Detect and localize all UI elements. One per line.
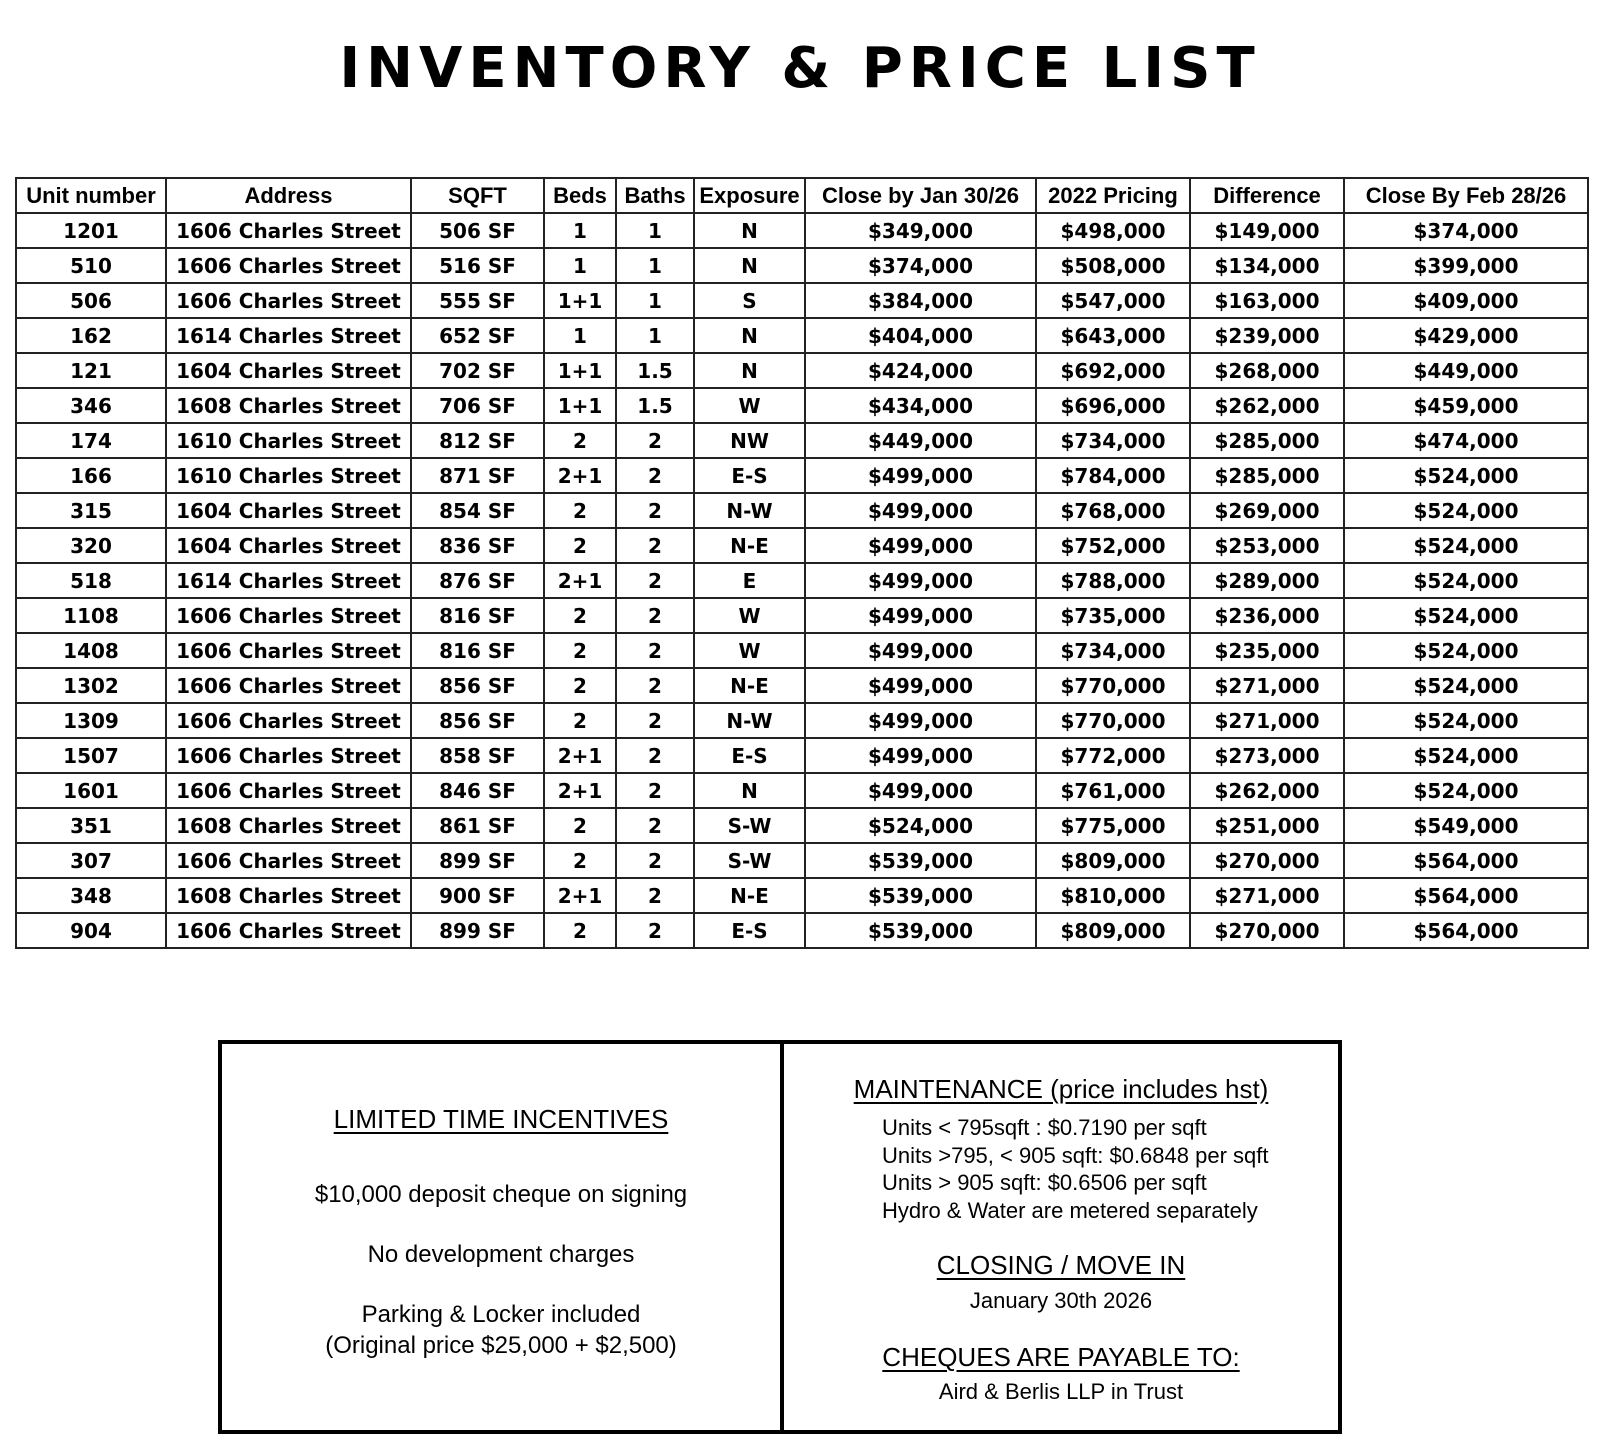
difference-cell: $149,000 (1190, 213, 1344, 248)
pricing-2022-cell: $643,000 (1036, 318, 1190, 353)
close-feb-cell: $549,000 (1344, 808, 1588, 843)
close-feb-cell: $429,000 (1344, 318, 1588, 353)
exposure-cell: E (694, 563, 805, 598)
close-jan-cell: $499,000 (805, 458, 1036, 493)
close-feb-cell: $524,000 (1344, 668, 1588, 703)
beds-cell: 1+1 (544, 353, 616, 388)
difference-cell: $273,000 (1190, 738, 1344, 773)
column-header-beds: Beds (544, 178, 616, 213)
beds-cell: 1 (544, 248, 616, 283)
close-jan-cell: $499,000 (805, 633, 1036, 668)
cheques-heading: CHEQUES ARE PAYABLE TO: (882, 1342, 1240, 1372)
maintenance-lines (882, 1114, 1268, 1224)
table-row (16, 703, 1588, 738)
close-feb-cell: $409,000 (1344, 283, 1588, 318)
deposit-text: $10,000 deposit cheque on signing (314, 1181, 688, 1208)
address-cell: 1604 Charles Street (166, 528, 411, 563)
unit-number-cell: 510 (16, 248, 166, 283)
dev-charges-text: No development charges (367, 1241, 635, 1268)
close-jan-cell: $424,000 (805, 353, 1036, 388)
exposure-cell: N-W (694, 703, 805, 738)
address-cell: 1608 Charles Street (166, 388, 411, 423)
close-jan-cell: $539,000 (805, 878, 1036, 913)
close-jan-cell: $499,000 (805, 598, 1036, 633)
sqft-cell: 854 SF (411, 493, 544, 528)
table-row (16, 353, 1588, 388)
exposure-cell: W (694, 633, 805, 668)
column-header-difference: Difference (1190, 178, 1344, 213)
difference-cell: $271,000 (1190, 668, 1344, 703)
baths-cell: 2 (616, 668, 694, 703)
sqft-cell: 876 SF (411, 563, 544, 598)
exposure-cell: N-E (694, 668, 805, 703)
close-jan-cell: $449,000 (805, 423, 1036, 458)
column-header-baths: Baths (616, 178, 694, 213)
maintenance-line: Hydro & Water are metered separately (882, 1197, 1258, 1223)
difference-cell: $253,000 (1190, 528, 1344, 563)
table-row (16, 633, 1588, 668)
difference-cell: $285,000 (1190, 458, 1344, 493)
sqft-cell: 706 SF (411, 388, 544, 423)
pricing-2022-cell: $770,000 (1036, 703, 1190, 738)
close-jan-cell: $499,000 (805, 493, 1036, 528)
pricing-2022-cell: $547,000 (1036, 283, 1190, 318)
unit-number-cell: 162 (16, 318, 166, 353)
close-feb-cell: $524,000 (1344, 598, 1588, 633)
exposure-cell: N-E (694, 878, 805, 913)
beds-cell: 1 (544, 318, 616, 353)
difference-cell: $251,000 (1190, 808, 1344, 843)
beds-cell: 2 (544, 808, 616, 843)
close-jan-cell: $499,000 (805, 668, 1036, 703)
close-feb-cell: $459,000 (1344, 388, 1588, 423)
table-row (16, 878, 1588, 913)
maintenance-line: Units < 795sqft : $0.7190 per sqft (882, 1115, 1207, 1140)
table-row (16, 318, 1588, 353)
cheques-payee: Aird & Berlis LLP in Trust (938, 1379, 1184, 1404)
difference-cell: $262,000 (1190, 773, 1344, 808)
difference-cell: $134,000 (1190, 248, 1344, 283)
address-cell: 1608 Charles Street (166, 808, 411, 843)
table-row (16, 738, 1588, 773)
baths-cell: 2 (616, 913, 694, 948)
address-cell: 1614 Charles Street (166, 318, 411, 353)
unit-number-cell: 315 (16, 493, 166, 528)
sqft-cell: 899 SF (411, 843, 544, 878)
pricing-2022-cell: $498,000 (1036, 213, 1190, 248)
sqft-cell: 846 SF (411, 773, 544, 808)
close-feb-cell: $524,000 (1344, 493, 1588, 528)
close-feb-cell: $564,000 (1344, 913, 1588, 948)
close-jan-cell: $434,000 (805, 388, 1036, 423)
maintenance-heading: MAINTENANCE (price includes hst) (853, 1074, 1269, 1104)
baths-cell: 2 (616, 423, 694, 458)
baths-cell: 2 (616, 878, 694, 913)
parking-text: Parking & Locker included (361, 1301, 641, 1328)
difference-cell: $285,000 (1190, 423, 1344, 458)
table-header-row (16, 178, 1588, 213)
sqft-cell: 702 SF (411, 353, 544, 388)
baths-cell: 2 (616, 458, 694, 493)
table-row (16, 668, 1588, 703)
pricing-2022-cell: $788,000 (1036, 563, 1190, 598)
exposure-cell: N (694, 773, 805, 808)
table-row (16, 563, 1588, 598)
sqft-cell: 899 SF (411, 913, 544, 948)
close-jan-cell: $524,000 (805, 808, 1036, 843)
pricing-2022-cell: $696,000 (1036, 388, 1190, 423)
address-cell: 1604 Charles Street (166, 353, 411, 388)
pricing-2022-cell: $768,000 (1036, 493, 1190, 528)
sqft-cell: 858 SF (411, 738, 544, 773)
baths-cell: 1 (616, 318, 694, 353)
pricing-2022-cell: $692,000 (1036, 353, 1190, 388)
address-cell: 1606 Charles Street (166, 248, 411, 283)
exposure-cell: W (694, 388, 805, 423)
unit-number-cell: 1309 (16, 703, 166, 738)
unit-number-cell: 346 (16, 388, 166, 423)
beds-cell: 2 (544, 633, 616, 668)
table-body (16, 213, 1588, 948)
column-header-address: Address (166, 178, 411, 213)
column-header-close-feb: Close By Feb 28/26 (1344, 178, 1588, 213)
close-feb-cell: $524,000 (1344, 738, 1588, 773)
close-jan-cell: $499,000 (805, 773, 1036, 808)
baths-cell: 1 (616, 283, 694, 318)
column-header-2022-pricing: 2022 Pricing (1036, 178, 1190, 213)
exposure-cell: S (694, 283, 805, 318)
sqft-cell: 900 SF (411, 878, 544, 913)
column-header-sqft: SQFT (411, 178, 544, 213)
inventory-table (15, 177, 1589, 949)
beds-cell: 2 (544, 423, 616, 458)
exposure-cell: N-E (694, 528, 805, 563)
baths-cell: 2 (616, 738, 694, 773)
exposure-cell: S-W (694, 843, 805, 878)
close-feb-cell: $524,000 (1344, 773, 1588, 808)
incentives-heading: LIMITED TIME INCENTIVES (333, 1104, 669, 1134)
sqft-cell: 861 SF (411, 808, 544, 843)
sqft-cell: 856 SF (411, 703, 544, 738)
unit-number-cell: 174 (16, 423, 166, 458)
pricing-2022-cell: $772,000 (1036, 738, 1190, 773)
pricing-2022-cell: $734,000 (1036, 633, 1190, 668)
beds-cell: 2 (544, 913, 616, 948)
column-header-unit-number: Unit number (16, 178, 166, 213)
exposure-cell: E-S (694, 738, 805, 773)
baths-cell: 1.5 (616, 388, 694, 423)
beds-cell: 2+1 (544, 458, 616, 493)
unit-number-cell: 1601 (16, 773, 166, 808)
column-header-close-jan: Close by Jan 30/26 (805, 178, 1036, 213)
sqft-cell: 836 SF (411, 528, 544, 563)
sqft-cell: 812 SF (411, 423, 544, 458)
exposure-cell: N (694, 353, 805, 388)
address-cell: 1604 Charles Street (166, 493, 411, 528)
unit-number-cell: 904 (16, 913, 166, 948)
exposure-cell: N-W (694, 493, 805, 528)
difference-cell: $271,000 (1190, 878, 1344, 913)
beds-cell: 2 (544, 528, 616, 563)
unit-number-cell: 351 (16, 808, 166, 843)
difference-cell: $262,000 (1190, 388, 1344, 423)
unit-number-cell: 506 (16, 283, 166, 318)
difference-cell: $270,000 (1190, 843, 1344, 878)
address-cell: 1606 Charles Street (166, 213, 411, 248)
baths-cell: 2 (616, 843, 694, 878)
difference-cell: $236,000 (1190, 598, 1344, 633)
difference-cell: $270,000 (1190, 913, 1344, 948)
sqft-cell: 506 SF (411, 213, 544, 248)
unit-number-cell: 166 (16, 458, 166, 493)
table-row (16, 843, 1588, 878)
close-feb-cell: $374,000 (1344, 213, 1588, 248)
beds-cell: 2 (544, 703, 616, 738)
difference-cell: $235,000 (1190, 633, 1344, 668)
close-feb-cell: $524,000 (1344, 703, 1588, 738)
maintenance-line: Units > 905 sqft: $0.6506 per sqft (882, 1170, 1207, 1195)
exposure-cell: W (694, 598, 805, 633)
closing-date: January 30th 2026 (969, 1288, 1153, 1313)
details-box (784, 1044, 1338, 1430)
address-cell: 1606 Charles Street (166, 773, 411, 808)
address-cell: 1608 Charles Street (166, 878, 411, 913)
table-row (16, 423, 1588, 458)
baths-cell: 2 (616, 808, 694, 843)
address-cell: 1606 Charles Street (166, 668, 411, 703)
address-cell: 1610 Charles Street (166, 458, 411, 493)
baths-cell: 2 (616, 528, 694, 563)
pricing-2022-cell: $752,000 (1036, 528, 1190, 563)
pricing-2022-cell: $809,000 (1036, 913, 1190, 948)
address-cell: 1606 Charles Street (166, 738, 411, 773)
table-row (16, 283, 1588, 318)
beds-cell: 2+1 (544, 738, 616, 773)
exposure-cell: E-S (694, 913, 805, 948)
close-jan-cell: $374,000 (805, 248, 1036, 283)
close-feb-cell: $399,000 (1344, 248, 1588, 283)
unit-number-cell: 320 (16, 528, 166, 563)
beds-cell: 2 (544, 598, 616, 633)
sqft-cell: 816 SF (411, 633, 544, 668)
info-boxes (218, 1040, 1342, 1434)
close-feb-cell: $449,000 (1344, 353, 1588, 388)
difference-cell: $271,000 (1190, 703, 1344, 738)
unit-number-cell: 1302 (16, 668, 166, 703)
unit-number-cell: 121 (16, 353, 166, 388)
close-jan-cell: $499,000 (805, 738, 1036, 773)
baths-cell: 2 (616, 773, 694, 808)
exposure-cell: NW (694, 423, 805, 458)
closing-heading: CLOSING / MOVE IN (936, 1250, 1186, 1280)
close-feb-cell: $524,000 (1344, 563, 1588, 598)
pricing-2022-cell: $761,000 (1036, 773, 1190, 808)
beds-cell: 2 (544, 843, 616, 878)
address-cell: 1614 Charles Street (166, 563, 411, 598)
table-row (16, 248, 1588, 283)
close-jan-cell: $539,000 (805, 843, 1036, 878)
baths-cell: 2 (616, 703, 694, 738)
table-row (16, 773, 1588, 808)
close-feb-cell: $564,000 (1344, 843, 1588, 878)
close-jan-cell: $499,000 (805, 528, 1036, 563)
address-cell: 1610 Charles Street (166, 423, 411, 458)
close-jan-cell: $349,000 (805, 213, 1036, 248)
pricing-2022-cell: $508,000 (1036, 248, 1190, 283)
difference-cell: $163,000 (1190, 283, 1344, 318)
page-title: INVENTORY & PRICE LIST (339, 36, 1261, 101)
exposure-cell: E-S (694, 458, 805, 493)
unit-number-cell: 518 (16, 563, 166, 598)
pricing-2022-cell: $810,000 (1036, 878, 1190, 913)
pricing-2022-cell: $775,000 (1036, 808, 1190, 843)
address-cell: 1606 Charles Street (166, 598, 411, 633)
close-jan-cell: $499,000 (805, 563, 1036, 598)
table-row (16, 458, 1588, 493)
beds-cell: 1+1 (544, 283, 616, 318)
exposure-cell: S-W (694, 808, 805, 843)
sqft-cell: 816 SF (411, 598, 544, 633)
table-row (16, 598, 1588, 633)
close-jan-cell: $499,000 (805, 703, 1036, 738)
address-cell: 1606 Charles Street (166, 633, 411, 668)
sqft-cell: 652 SF (411, 318, 544, 353)
column-header-exposure: Exposure (694, 178, 805, 213)
unit-number-cell: 1201 (16, 213, 166, 248)
table-row (16, 213, 1588, 248)
close-jan-cell: $539,000 (805, 913, 1036, 948)
beds-cell: 2+1 (544, 773, 616, 808)
close-jan-cell: $384,000 (805, 283, 1036, 318)
unit-number-cell: 1408 (16, 633, 166, 668)
unit-number-cell: 1507 (16, 738, 166, 773)
close-feb-cell: $524,000 (1344, 528, 1588, 563)
baths-cell: 1 (616, 248, 694, 283)
pricing-2022-cell: $734,000 (1036, 423, 1190, 458)
close-jan-cell: $404,000 (805, 318, 1036, 353)
unit-number-cell: 1108 (16, 598, 166, 633)
close-feb-cell: $474,000 (1344, 423, 1588, 458)
difference-cell: $289,000 (1190, 563, 1344, 598)
beds-cell: 1 (544, 213, 616, 248)
sqft-cell: 871 SF (411, 458, 544, 493)
difference-cell: $269,000 (1190, 493, 1344, 528)
pricing-2022-cell: $809,000 (1036, 843, 1190, 878)
exposure-cell: N (694, 248, 805, 283)
difference-cell: $239,000 (1190, 318, 1344, 353)
baths-cell: 2 (616, 633, 694, 668)
address-cell: 1606 Charles Street (166, 703, 411, 738)
sqft-cell: 555 SF (411, 283, 544, 318)
pricing-2022-cell: $735,000 (1036, 598, 1190, 633)
beds-cell: 2+1 (544, 878, 616, 913)
sqft-cell: 516 SF (411, 248, 544, 283)
beds-cell: 2 (544, 493, 616, 528)
incentives-box (222, 1044, 784, 1430)
baths-cell: 2 (616, 598, 694, 633)
baths-cell: 2 (616, 493, 694, 528)
table-row (16, 493, 1588, 528)
exposure-cell: N (694, 318, 805, 353)
baths-cell: 1 (616, 213, 694, 248)
unit-number-cell: 307 (16, 843, 166, 878)
unit-number-cell: 348 (16, 878, 166, 913)
exposure-cell: N (694, 213, 805, 248)
close-feb-cell: $524,000 (1344, 633, 1588, 668)
address-cell: 1606 Charles Street (166, 283, 411, 318)
maintenance-line: Units >795, < 905 sqft: $0.6848 per sqft (882, 1142, 1269, 1168)
beds-cell: 2+1 (544, 563, 616, 598)
pricing-2022-cell: $770,000 (1036, 668, 1190, 703)
difference-cell: $268,000 (1190, 353, 1344, 388)
close-feb-cell: $564,000 (1344, 878, 1588, 913)
close-feb-cell: $524,000 (1344, 458, 1588, 493)
beds-cell: 2 (544, 668, 616, 703)
baths-cell: 2 (616, 563, 694, 598)
table-row (16, 913, 1588, 948)
table-row (16, 528, 1588, 563)
table-row (16, 388, 1588, 423)
sqft-cell: 856 SF (411, 668, 544, 703)
address-cell: 1606 Charles Street (166, 843, 411, 878)
pricing-2022-cell: $784,000 (1036, 458, 1190, 493)
original-price-text: (Original price $25,000 + $2,500) (325, 1332, 677, 1359)
address-cell: 1606 Charles Street (166, 913, 411, 948)
beds-cell: 1+1 (544, 388, 616, 423)
baths-cell: 1.5 (616, 353, 694, 388)
table-row (16, 808, 1588, 843)
